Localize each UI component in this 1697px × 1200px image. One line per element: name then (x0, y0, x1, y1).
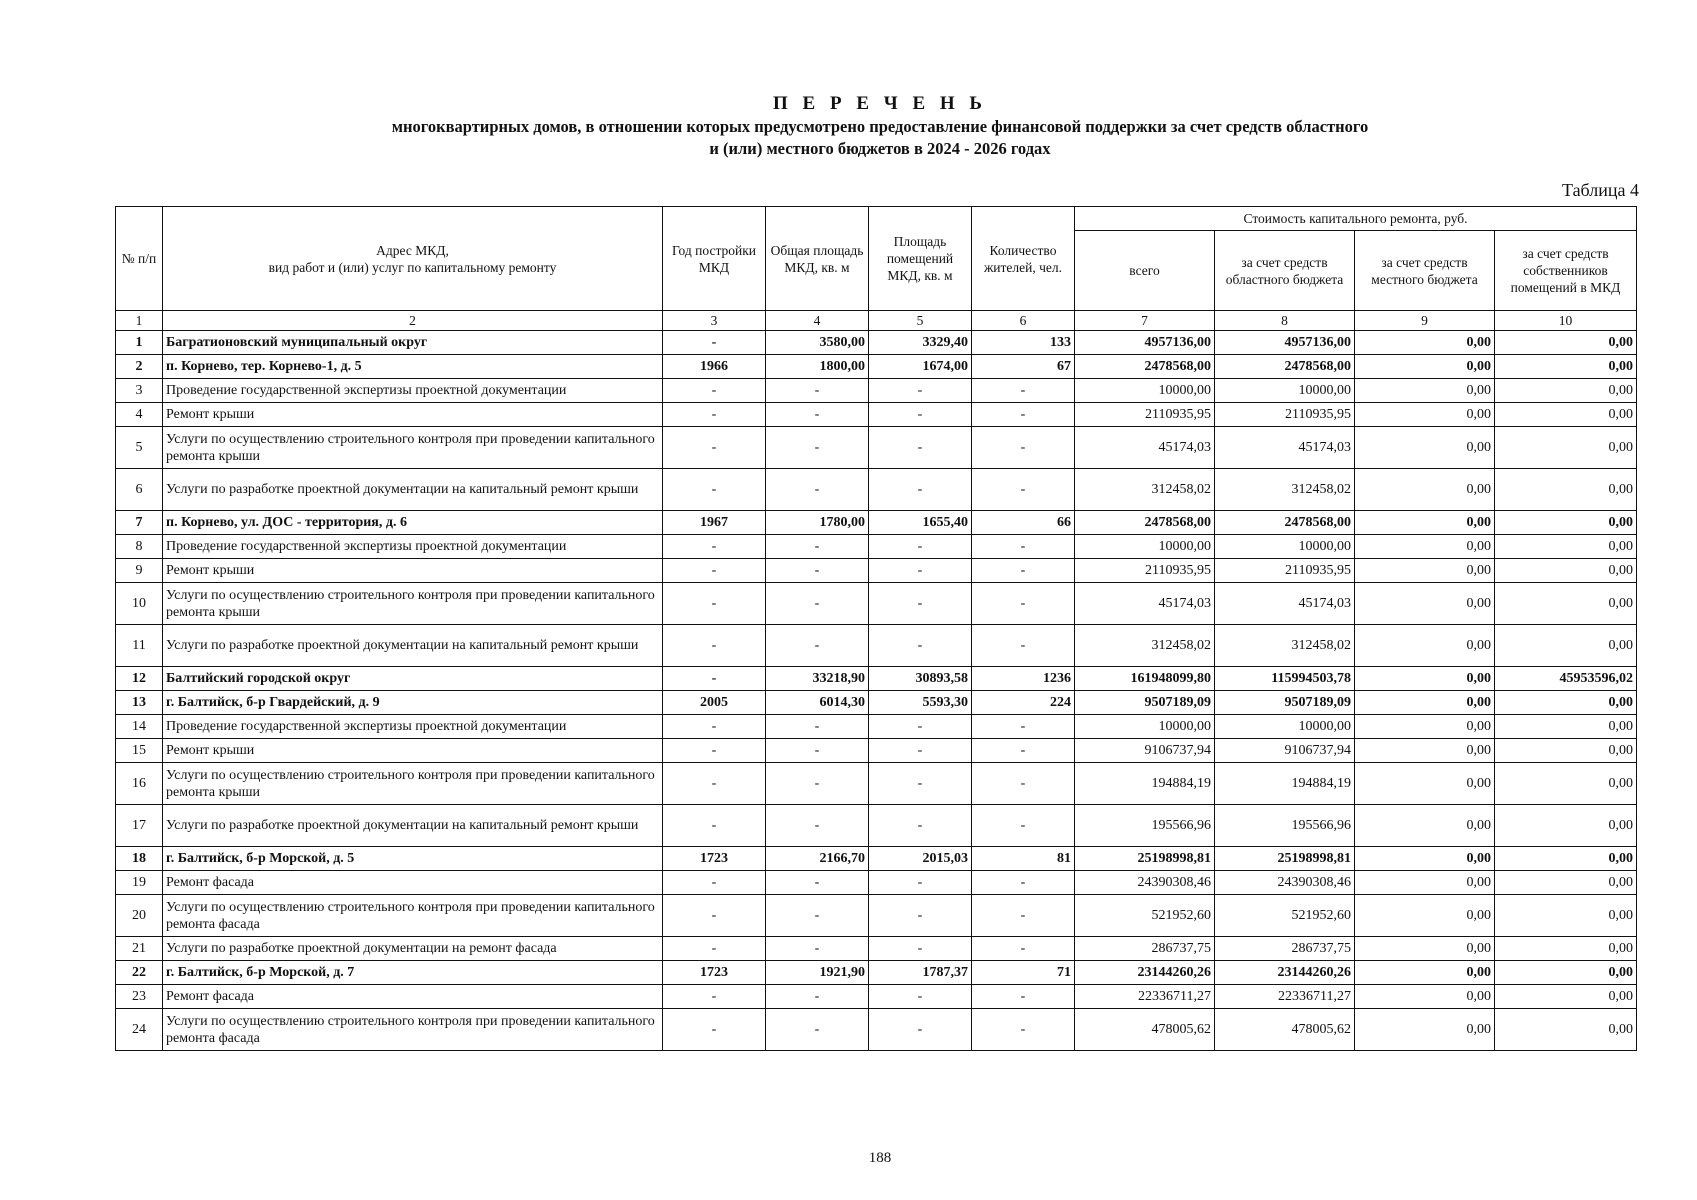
total-area-cell: 1800,00 (766, 355, 869, 379)
cost-regional-cell: 24390308,46 (1215, 871, 1355, 895)
cost-regional-cell: 9507189,09 (1215, 691, 1355, 715)
year-cell: - (663, 559, 766, 583)
row-number-cell: 13 (116, 691, 163, 715)
work-name-cell: г. Балтийск, б-р Морской, д. 5 (163, 847, 663, 871)
total-area-cell: 3580,00 (766, 331, 869, 355)
cost-total-cell: 24390308,46 (1075, 871, 1215, 895)
total-area-cell: - (766, 625, 869, 667)
table-row (116, 469, 1637, 511)
cost-owners-cell: 0,00 (1495, 739, 1637, 763)
work-name-cell: Услуги по осуществлению строительного контроля при проведении капитального ремонта крыши (163, 583, 663, 625)
cost-owners-cell: 0,00 (1495, 583, 1637, 625)
table-row (116, 511, 1637, 535)
premises-area-cell: - (869, 469, 972, 511)
row-number-cell: 4 (116, 403, 163, 427)
document-title: П Е Р Е Ч Е Н Ь (773, 93, 987, 114)
cost-total-cell: 312458,02 (1075, 625, 1215, 667)
column-number: 1 (116, 311, 163, 331)
cost-total-cell: 312458,02 (1075, 469, 1215, 511)
cost-regional-cell: 312458,02 (1215, 625, 1355, 667)
document-subtitle-line-1: многоквартирных домов, в отношении которых предусмотрено предоставление финансовой поддержки за счет средств областного (391, 117, 1369, 136)
table-row (116, 559, 1637, 583)
work-name-cell: Ремонт фасада (163, 985, 663, 1009)
cost-owners-cell: 0,00 (1495, 355, 1637, 379)
row-number-cell: 1 (116, 331, 163, 355)
total-area-cell: - (766, 805, 869, 847)
work-name-cell: Ремонт фасада (163, 871, 663, 895)
cost-local-cell: 0,00 (1355, 961, 1495, 985)
table-row (116, 847, 1637, 871)
premises-area-cell: - (869, 559, 972, 583)
residents-cell: - (972, 715, 1075, 739)
cost-local-cell: 0,00 (1355, 583, 1495, 625)
cost-local-cell: 0,00 (1355, 805, 1495, 847)
cost-local-cell: 0,00 (1355, 625, 1495, 667)
cost-owners-cell: 0,00 (1495, 715, 1637, 739)
row-number-cell: 11 (116, 625, 163, 667)
work-name-cell: Ремонт крыши (163, 739, 663, 763)
table-row (116, 535, 1637, 559)
page-number: 188 (868, 1150, 892, 1166)
table-row (116, 379, 1637, 403)
cost-local-cell: 0,00 (1355, 1009, 1495, 1051)
year-cell: - (663, 427, 766, 469)
cost-regional-cell: 23144260,26 (1215, 961, 1355, 985)
cost-local-cell: 0,00 (1355, 427, 1495, 469)
table-row (116, 427, 1637, 469)
premises-area-cell: - (869, 805, 972, 847)
year-cell: - (663, 715, 766, 739)
cost-local-cell: 0,00 (1355, 403, 1495, 427)
total-area-cell: 1921,90 (766, 961, 869, 985)
cost-local-cell: 0,00 (1355, 535, 1495, 559)
work-name-cell: п. Корнево, ул. ДОС - территория, д. 6 (163, 511, 663, 535)
premises-area-cell: - (869, 937, 972, 961)
table-row (116, 961, 1637, 985)
column-number: 4 (766, 311, 869, 331)
residents-cell: - (972, 895, 1075, 937)
row-number-cell: 5 (116, 427, 163, 469)
cost-owners-cell: 0,00 (1495, 469, 1637, 511)
total-area-cell: 6014,30 (766, 691, 869, 715)
cost-total-cell: 2110935,95 (1075, 403, 1215, 427)
cost-total-cell: 2478568,00 (1075, 355, 1215, 379)
header-year: Год постройки МКД (663, 207, 766, 311)
column-number: 7 (1075, 311, 1215, 331)
work-name-cell: Багратионовский муниципальный округ (163, 331, 663, 355)
repair-list-table (115, 206, 1637, 1051)
premises-area-cell: 1655,40 (869, 511, 972, 535)
cost-regional-cell: 10000,00 (1215, 535, 1355, 559)
work-name-cell: Ремонт крыши (163, 403, 663, 427)
total-area-cell: - (766, 715, 869, 739)
column-number: 9 (1355, 311, 1495, 331)
work-name-cell: Услуги по осуществлению строительного контроля при проведении капитального ремонта крыши (163, 763, 663, 805)
premises-area-cell: - (869, 625, 972, 667)
work-name-cell: п. Корнево, тер. Корнево-1, д. 5 (163, 355, 663, 379)
cost-total-cell: 478005,62 (1075, 1009, 1215, 1051)
cost-regional-cell: 45174,03 (1215, 427, 1355, 469)
year-cell: - (663, 331, 766, 355)
cost-owners-cell: 0,00 (1495, 895, 1637, 937)
column-number: 8 (1215, 311, 1355, 331)
work-name-cell: Услуги по осуществлению строительного контроля при проведении капитального ремонта фасада (163, 895, 663, 937)
premises-area-cell: 2015,03 (869, 847, 972, 871)
table-row (116, 871, 1637, 895)
header-cost-group: Стоимость капитального ремонта, руб. (1075, 207, 1637, 231)
work-name-cell: г. Балтийск, б-р Морской, д. 7 (163, 961, 663, 985)
header-residents: Количество жителей, чел. (972, 207, 1075, 311)
table-row (116, 763, 1637, 805)
residents-cell: - (972, 625, 1075, 667)
year-cell: - (663, 937, 766, 961)
cost-total-cell: 2110935,95 (1075, 559, 1215, 583)
header-premises-area: Площадь помещений МКД, кв. м (869, 207, 972, 311)
cost-total-cell: 45174,03 (1075, 427, 1215, 469)
cost-total-cell: 161948099,80 (1075, 667, 1215, 691)
residents-cell: 67 (972, 355, 1075, 379)
cost-local-cell: 0,00 (1355, 355, 1495, 379)
work-name-cell: Услуги по разработке проектной документации на капитальный ремонт крыши (163, 469, 663, 511)
row-number-cell: 12 (116, 667, 163, 691)
work-name-cell: Услуги по разработке проектной документации на ремонт фасада (163, 937, 663, 961)
residents-cell: 133 (972, 331, 1075, 355)
column-number: 3 (663, 311, 766, 331)
premises-area-cell: - (869, 763, 972, 805)
header-cost-regional: за счет средств областного бюджета (1215, 231, 1355, 311)
cost-owners-cell: 0,00 (1495, 985, 1637, 1009)
residents-cell: 66 (972, 511, 1075, 535)
cost-local-cell: 0,00 (1355, 847, 1495, 871)
cost-local-cell: 0,00 (1355, 691, 1495, 715)
cost-total-cell: 9106737,94 (1075, 739, 1215, 763)
work-name-cell: Проведение государственной экспертизы проектной документации (163, 379, 663, 403)
premises-area-cell: 1787,37 (869, 961, 972, 985)
cost-total-cell: 22336711,27 (1075, 985, 1215, 1009)
cost-local-cell: 0,00 (1355, 667, 1495, 691)
total-area-cell: 33218,90 (766, 667, 869, 691)
year-cell: 1966 (663, 355, 766, 379)
cost-local-cell: 0,00 (1355, 985, 1495, 1009)
cost-owners-cell: 45953596,02 (1495, 667, 1637, 691)
column-number: 5 (869, 311, 972, 331)
residents-cell: - (972, 985, 1075, 1009)
premises-area-cell: - (869, 739, 972, 763)
row-number-cell: 3 (116, 379, 163, 403)
residents-cell: - (972, 937, 1075, 961)
cost-local-cell: 0,00 (1355, 763, 1495, 805)
year-cell: - (663, 985, 766, 1009)
column-number: 2 (163, 311, 663, 331)
cost-local-cell: 0,00 (1355, 937, 1495, 961)
header-address (163, 207, 663, 311)
premises-area-cell: - (869, 871, 972, 895)
table-row (116, 739, 1637, 763)
premises-area-cell: 3329,40 (869, 331, 972, 355)
year-cell: 1723 (663, 961, 766, 985)
residents-cell: - (972, 805, 1075, 847)
table-row (116, 895, 1637, 937)
year-cell: 2005 (663, 691, 766, 715)
row-number-cell: 15 (116, 739, 163, 763)
year-cell: - (663, 895, 766, 937)
premises-area-cell: 1674,00 (869, 355, 972, 379)
cost-total-cell: 25198998,81 (1075, 847, 1215, 871)
work-name-cell: Проведение государственной экспертизы проектной документации (163, 715, 663, 739)
year-cell: - (663, 403, 766, 427)
header-number: № п/п (116, 207, 163, 311)
cost-regional-cell: 2478568,00 (1215, 511, 1355, 535)
cost-regional-cell: 195566,96 (1215, 805, 1355, 847)
cost-owners-cell: 0,00 (1495, 535, 1637, 559)
total-area-cell: - (766, 871, 869, 895)
year-cell: - (663, 625, 766, 667)
cost-total-cell: 2478568,00 (1075, 511, 1215, 535)
year-cell: - (663, 379, 766, 403)
cost-local-cell: 0,00 (1355, 871, 1495, 895)
cost-owners-cell: 0,00 (1495, 805, 1637, 847)
document-header (0, 92, 1697, 160)
total-area-cell: - (766, 469, 869, 511)
year-cell: - (663, 469, 766, 511)
cost-owners-cell: 0,00 (1495, 1009, 1637, 1051)
cost-regional-cell: 10000,00 (1215, 715, 1355, 739)
cost-regional-cell: 9106737,94 (1215, 739, 1355, 763)
year-cell: 1967 (663, 511, 766, 535)
residents-cell: - (972, 535, 1075, 559)
cost-owners-cell: 0,00 (1495, 379, 1637, 403)
year-cell: - (663, 667, 766, 691)
cost-total-cell: 45174,03 (1075, 583, 1215, 625)
residents-cell: - (972, 583, 1075, 625)
cost-owners-cell: 0,00 (1495, 403, 1637, 427)
row-number-cell: 18 (116, 847, 163, 871)
table-row (116, 583, 1637, 625)
work-name-cell: Услуги по разработке проектной документации на капитальный ремонт крыши (163, 805, 663, 847)
year-cell: - (663, 763, 766, 805)
total-area-cell: - (766, 937, 869, 961)
cost-total-cell: 23144260,26 (1075, 961, 1215, 985)
cost-regional-cell: 45174,03 (1215, 583, 1355, 625)
premises-area-cell: - (869, 403, 972, 427)
cost-owners-cell: 0,00 (1495, 625, 1637, 667)
residents-cell: - (972, 379, 1075, 403)
residents-cell: 1236 (972, 667, 1075, 691)
total-area-cell: - (766, 583, 869, 625)
cost-local-cell: 0,00 (1355, 895, 1495, 937)
cost-owners-cell: 0,00 (1495, 763, 1637, 805)
table-row (116, 667, 1637, 691)
header-cost-local: за счет средств местного бюджета (1355, 231, 1495, 311)
cost-regional-cell: 2110935,95 (1215, 403, 1355, 427)
row-number-cell: 2 (116, 355, 163, 379)
column-number: 10 (1495, 311, 1637, 331)
premises-area-cell: - (869, 985, 972, 1009)
cost-regional-cell: 2110935,95 (1215, 559, 1355, 583)
table-label: Таблица 4 (1562, 180, 1639, 200)
residents-cell: - (972, 403, 1075, 427)
row-number-cell: 24 (116, 1009, 163, 1051)
cost-owners-cell: 0,00 (1495, 847, 1637, 871)
total-area-cell: - (766, 985, 869, 1009)
row-number-cell: 21 (116, 937, 163, 961)
cost-regional-cell: 521952,60 (1215, 895, 1355, 937)
cost-regional-cell: 312458,02 (1215, 469, 1355, 511)
table-row (116, 715, 1637, 739)
work-name-cell: Ремонт крыши (163, 559, 663, 583)
table-row (116, 691, 1637, 715)
premises-area-cell: - (869, 535, 972, 559)
cost-owners-cell: 0,00 (1495, 511, 1637, 535)
table-row (116, 355, 1637, 379)
year-cell: - (663, 739, 766, 763)
row-number-cell: 9 (116, 559, 163, 583)
row-number-cell: 10 (116, 583, 163, 625)
cost-local-cell: 0,00 (1355, 511, 1495, 535)
cost-owners-cell: 0,00 (1495, 961, 1637, 985)
total-area-cell: - (766, 427, 869, 469)
residents-cell: - (972, 763, 1075, 805)
work-name-cell: Услуги по осуществлению строительного контроля при проведении капитального ремонта крыши (163, 427, 663, 469)
work-name-cell: Услуги по осуществлению строительного контроля при проведении капитального ремонта фасада (163, 1009, 663, 1051)
row-number-cell: 22 (116, 961, 163, 985)
cost-local-cell: 0,00 (1355, 715, 1495, 739)
cost-regional-cell: 2478568,00 (1215, 355, 1355, 379)
cost-total-cell: 9507189,09 (1075, 691, 1215, 715)
residents-cell: - (972, 871, 1075, 895)
year-cell: - (663, 805, 766, 847)
premises-area-cell: - (869, 379, 972, 403)
premises-area-cell: 5593,30 (869, 691, 972, 715)
residents-cell: 71 (972, 961, 1075, 985)
work-name-cell: г. Балтийск, б-р Гвардейский, д. 9 (163, 691, 663, 715)
document-subtitle-line-2: и (или) местного бюджетов в 2024 - 2026 годах (709, 139, 1051, 158)
cost-local-cell: 0,00 (1355, 379, 1495, 403)
total-area-cell: - (766, 1009, 869, 1051)
cost-regional-cell: 25198998,81 (1215, 847, 1355, 871)
cost-total-cell: 194884,19 (1075, 763, 1215, 805)
premises-area-cell: - (869, 715, 972, 739)
row-number-cell: 17 (116, 805, 163, 847)
table-row (116, 625, 1637, 667)
cost-total-cell: 10000,00 (1075, 715, 1215, 739)
cost-total-cell: 195566,96 (1075, 805, 1215, 847)
work-name-cell: Балтийский городской округ (163, 667, 663, 691)
cost-owners-cell: 0,00 (1495, 331, 1637, 355)
work-name-cell: Услуги по разработке проектной документации на капитальный ремонт крыши (163, 625, 663, 667)
header-address-line-1: Адрес МКД, (376, 242, 449, 258)
header-address-line-2: вид работ и (или) услуг по капитальному ремонту (268, 259, 557, 275)
residents-cell: 224 (972, 691, 1075, 715)
cost-owners-cell: 0,00 (1495, 937, 1637, 961)
table-row (116, 403, 1637, 427)
cost-regional-cell: 194884,19 (1215, 763, 1355, 805)
total-area-cell: - (766, 535, 869, 559)
year-cell: - (663, 1009, 766, 1051)
table-row (116, 331, 1637, 355)
total-area-cell: - (766, 379, 869, 403)
cost-local-cell: 0,00 (1355, 559, 1495, 583)
residents-cell: - (972, 739, 1075, 763)
row-number-cell: 6 (116, 469, 163, 511)
row-number-cell: 14 (116, 715, 163, 739)
cost-local-cell: 0,00 (1355, 469, 1495, 511)
year-cell: 1723 (663, 847, 766, 871)
residents-cell: 81 (972, 847, 1075, 871)
premises-area-cell: - (869, 427, 972, 469)
row-number-cell: 19 (116, 871, 163, 895)
table-row (116, 805, 1637, 847)
cost-total-cell: 4957136,00 (1075, 331, 1215, 355)
cost-regional-cell: 10000,00 (1215, 379, 1355, 403)
column-numbers-row (116, 311, 1637, 331)
row-number-cell: 7 (116, 511, 163, 535)
table-row (116, 937, 1637, 961)
premises-area-cell: - (869, 583, 972, 625)
premises-area-cell: - (869, 895, 972, 937)
residents-cell: - (972, 427, 1075, 469)
year-cell: - (663, 583, 766, 625)
table-row (116, 985, 1637, 1009)
cost-regional-cell: 286737,75 (1215, 937, 1355, 961)
premises-area-cell: - (869, 1009, 972, 1051)
cost-owners-cell: 0,00 (1495, 559, 1637, 583)
cost-owners-cell: 0,00 (1495, 691, 1637, 715)
cost-local-cell: 0,00 (1355, 739, 1495, 763)
column-number: 6 (972, 311, 1075, 331)
work-name-cell: Проведение государственной экспертизы проектной документации (163, 535, 663, 559)
cost-regional-cell: 115994503,78 (1215, 667, 1355, 691)
cost-total-cell: 286737,75 (1075, 937, 1215, 961)
total-area-cell: - (766, 559, 869, 583)
residents-cell: - (972, 559, 1075, 583)
header-cost-owners: за счет средств собственников помещений в МКД (1495, 231, 1637, 311)
table-row (116, 1009, 1637, 1051)
total-area-cell: - (766, 739, 869, 763)
header-cost-total: всего (1075, 231, 1215, 311)
residents-cell: - (972, 1009, 1075, 1051)
row-number-cell: 20 (116, 895, 163, 937)
total-area-cell: - (766, 763, 869, 805)
total-area-cell: - (766, 403, 869, 427)
total-area-cell: - (766, 895, 869, 937)
cost-total-cell: 521952,60 (1075, 895, 1215, 937)
cost-owners-cell: 0,00 (1495, 871, 1637, 895)
header-total-area: Общая площадь МКД, кв. м (766, 207, 869, 311)
year-cell: - (663, 871, 766, 895)
premises-area-cell: 30893,58 (869, 667, 972, 691)
total-area-cell: 1780,00 (766, 511, 869, 535)
cost-owners-cell: 0,00 (1495, 427, 1637, 469)
row-number-cell: 16 (116, 763, 163, 805)
cost-local-cell: 0,00 (1355, 331, 1495, 355)
row-number-cell: 23 (116, 985, 163, 1009)
cost-total-cell: 10000,00 (1075, 535, 1215, 559)
row-number-cell: 8 (116, 535, 163, 559)
cost-regional-cell: 4957136,00 (1215, 331, 1355, 355)
residents-cell: - (972, 469, 1075, 511)
table-body (116, 331, 1637, 1051)
total-area-cell: 2166,70 (766, 847, 869, 871)
year-cell: - (663, 535, 766, 559)
cost-regional-cell: 478005,62 (1215, 1009, 1355, 1051)
cost-regional-cell: 22336711,27 (1215, 985, 1355, 1009)
cost-total-cell: 10000,00 (1075, 379, 1215, 403)
